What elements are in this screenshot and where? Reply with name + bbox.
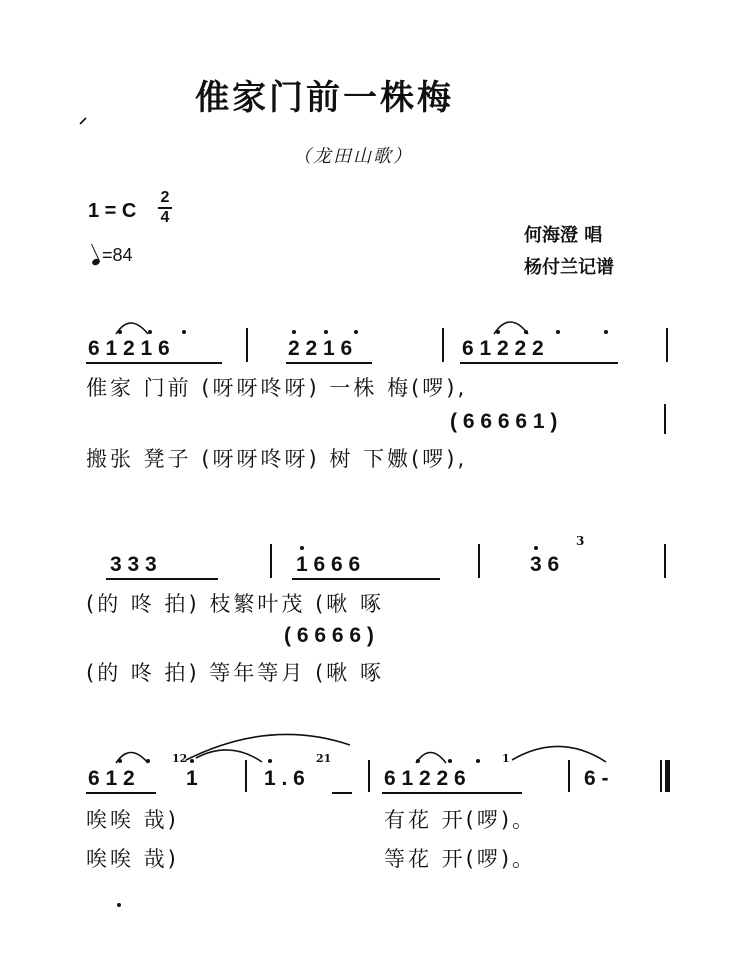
line2-alt-notes: ( 6 6 6 6 ) (284, 624, 374, 647)
line2-lyric1: (的 咚 拍) 枝繁叶茂 (啾 啄 (86, 592, 384, 616)
octave-dot (556, 330, 560, 334)
line3-lyric1b: 有花 开(啰)。 (384, 808, 537, 832)
grace-note: 12 (172, 752, 188, 765)
beam-underline (382, 792, 522, 794)
beam-underline (332, 792, 352, 794)
line3-measure3: 6 1 2 2 6 (384, 767, 466, 790)
line1-lyric2: 搬张 凳子 (呀呀咚呀) 树 下嫐(啰), (86, 447, 468, 471)
octave-dot (448, 759, 452, 763)
octave-dot (118, 759, 122, 763)
octave-dot (146, 759, 150, 763)
tempo-value: =84 (102, 245, 133, 265)
tempo-marking (92, 245, 133, 266)
octave-dot (416, 759, 420, 763)
octave-dot (148, 330, 152, 334)
grace-note: 3 (576, 534, 585, 548)
line1-measure3: 6 1 2 2 2 (462, 337, 544, 360)
line2-lyric2: (的 咚 拍) 等年等月 (啾 啄 (86, 661, 384, 685)
octave-dot (524, 330, 528, 334)
octave-dot (300, 546, 304, 550)
line3-measure4: 6 - (584, 767, 609, 790)
barline (442, 328, 444, 362)
time-denominator: 4 (160, 209, 170, 226)
singer-credit: 何海澄 唱 (524, 225, 603, 246)
page-title: 倠家门前一株梅 (195, 78, 454, 118)
line3-measure1-hold: 1 (186, 767, 198, 790)
beam-underline (460, 362, 618, 364)
line1-alt-notes: ( 6 6 6 6 1 ) (450, 410, 558, 433)
beam-underline (86, 792, 156, 794)
line1-measure2: 2 2 1 6 (288, 337, 353, 360)
speck-mark (80, 118, 86, 124)
octave-dot (324, 330, 328, 334)
barline (246, 328, 248, 362)
barline (270, 544, 272, 578)
line3-measure2: 1 . 6 (264, 767, 305, 790)
octave-dot (182, 330, 186, 334)
slur (416, 753, 446, 764)
beam-underline (106, 578, 218, 580)
slur (196, 750, 262, 762)
line1-lyric1: 倠家 门前 (呀呀咚呀) 一株 梅(啰), (86, 376, 468, 400)
line3-lyric2b: 等花 开(啰)。 (384, 847, 537, 871)
tie (512, 746, 606, 762)
octave-dot (476, 759, 480, 763)
line2-measure1: 3 3 3 (110, 553, 157, 576)
quarter-note-icon (91, 258, 101, 267)
line1-measure1: 6 1 2 1 6 (88, 337, 170, 360)
octave-dot (118, 330, 122, 334)
barline (245, 760, 247, 792)
octave-dot (496, 330, 500, 334)
octave-dot (354, 330, 358, 334)
line3-lyric1: 唉唉 哉) (86, 808, 179, 832)
beam-underline (292, 578, 440, 580)
credits (524, 220, 614, 284)
octave-dot (534, 546, 538, 550)
beam-underline (286, 362, 372, 364)
transcriber-credit: 杨付兰记谱 (524, 257, 614, 278)
barline (664, 544, 666, 578)
speck-mark (117, 903, 121, 907)
octave-dot (268, 759, 272, 763)
line3-measure1: 6 1 2 (88, 767, 135, 790)
octave-dot (292, 330, 296, 334)
barline (368, 760, 370, 792)
octave-dot (190, 759, 194, 763)
grace-note: 21 (316, 752, 332, 765)
grace-note: 1 (502, 752, 510, 765)
barline (478, 544, 480, 578)
beam-underline (86, 362, 222, 364)
key-signature: 1 = C (88, 200, 137, 222)
line2-measure2: 1 6 6 6 (296, 553, 361, 576)
octave-dot (604, 330, 608, 334)
barline (568, 760, 570, 792)
barline (664, 404, 666, 434)
time-numerator: 2 (160, 189, 170, 206)
song-subtitle: （龙田山歌） (293, 146, 413, 167)
line2-measure3: 3 6 (530, 553, 560, 576)
time-signature (158, 189, 172, 227)
final-barline-thin (660, 760, 662, 792)
barline (666, 328, 668, 362)
line3-lyric2: 唉唉 哉) (86, 847, 179, 871)
final-barline-thick (665, 760, 670, 792)
